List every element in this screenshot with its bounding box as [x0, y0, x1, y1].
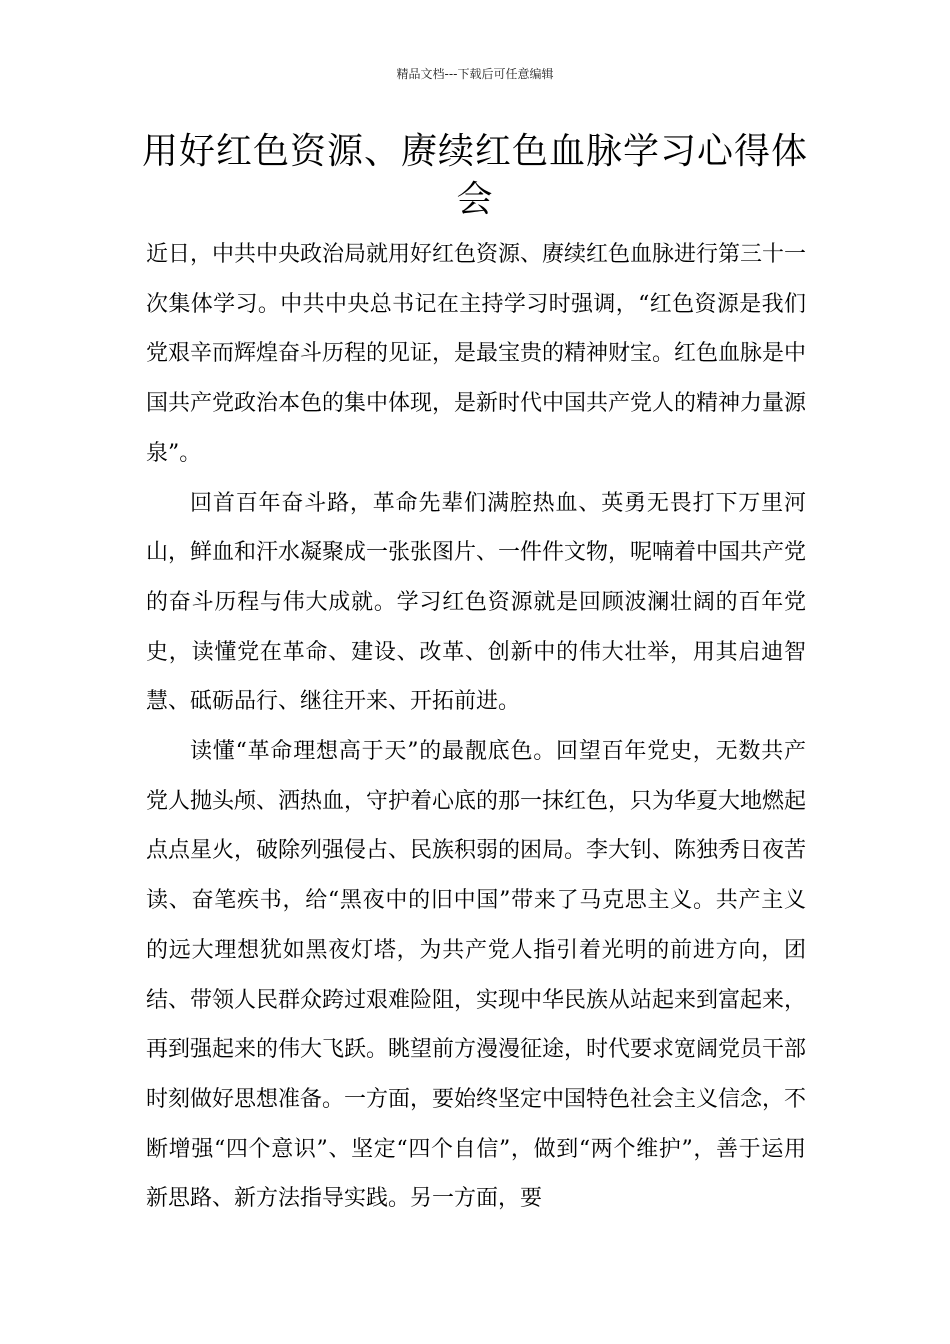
document-body	[146, 230, 806, 1224]
paragraph-3: 读懂“革命理想高于天”的最靓底色。回望百年党史，无数共产党人抛头颅、洒热血，守护着心底的那一抹红色，只为华夏大地燃起点点星火，破除列强侵占、民族积弱的困局。李大钊、陈独秀日夜苦读、奋笔疾书，给“黑夜中的旧中国”带来了马克思主义。共产主义的远大理想犹如黑夜灯塔，为共产党人指引着光明的前进方向，团结、带领人民群众跨过艰难险阻，实现中华民族从站起来到富起来，再到强起来的伟大飞跃。眺望前方漫漫征途，时代要求宽阔党员干部时刻做好思想准备。一方面，要始终坚定中国特色社会主义信念，不断增强“四个意识”、坚定“四个自信”，做到“两个维护”，善于运用新思路、新方法指导实践。另一方面，要	[146, 739, 807, 1212]
paragraph-1: 近日，中共中央政治局就用好红色资源、赓续红色血脉进行第三十一次集体学习。中共中央总书记在主持学习时强调，“红色资源是我们党艰辛而辉煌奋斗历程的见证，是最宝贵的精神财宝。红色血脉是中国共产党政治本色的集中体现，是新时代中国共产党人的精神力量源泉”。	[146, 242, 807, 466]
paragraph-2: 回首百年奋斗路，革命先辈们满腔热血、英勇无畏打下万里河山，鲜血和汗水凝聚成一张张图片、一件件文物，呢喃着中国共产党的奋斗历程与伟大成就。学习红色资源就是回顾波澜壮阔的百年党史，读懂党在革命、建设、改革、创新中的伟大壮举，用其启迪智慧、砥砺品行、继往开来、开拓前进。	[146, 490, 807, 715]
document-title: 用好红色资源、赓续红色血脉学习心得体会	[141, 131, 808, 220]
page-header: 精品文档---下载后可任意编辑	[396, 67, 554, 81]
